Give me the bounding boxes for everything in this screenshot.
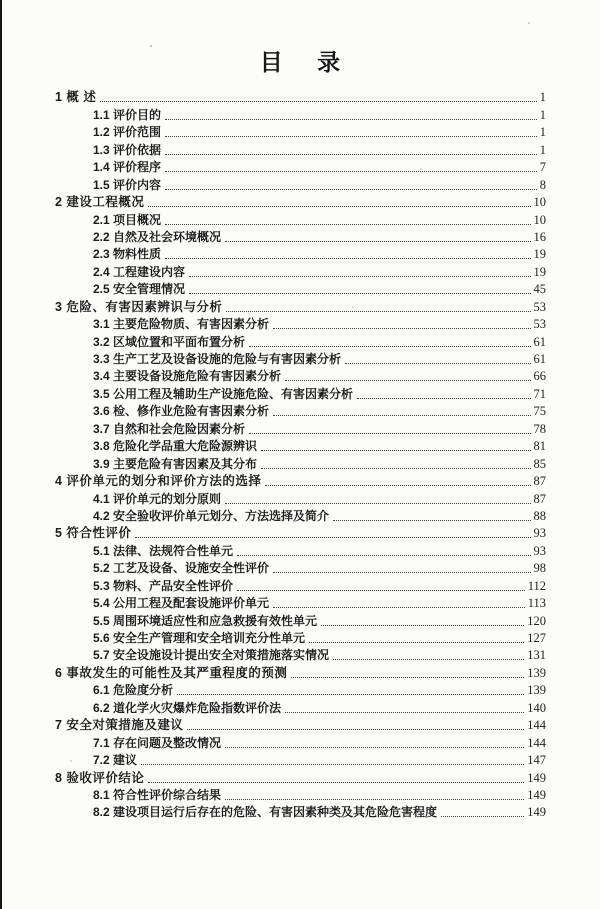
toc-entry-page-number: 61 (533, 334, 546, 349)
toc-entry-page-number: 78 (533, 421, 546, 436)
toc-entry-label: 2 建设工程概况 (55, 195, 145, 210)
dotted-leader (249, 433, 530, 434)
toc-entry (55, 786, 546, 803)
toc-entry-label: 1 概 述 (55, 90, 97, 105)
toc-entry-page-number: 85 (533, 456, 546, 471)
dotted-leader (441, 816, 524, 817)
toc-entry-label: 2.4 工程建设内容 (93, 264, 186, 279)
dotted-leader (225, 747, 524, 748)
toc-entry-label: 6.1 危险度分析 (93, 683, 174, 698)
toc-entry (55, 611, 546, 628)
dotted-leader (285, 712, 524, 713)
toc-list (55, 88, 546, 820)
toc-entry-page-number: 131 (527, 648, 546, 663)
toc-entry (55, 698, 546, 715)
toc-entry (55, 262, 546, 279)
toc-entry-label: 4 评价单元的划分和评价方法的选择 (55, 474, 262, 489)
toc-entry-page-number: 98 (533, 561, 546, 576)
toc-entry-label: 3.4 主要设备设施危险有害因素分析 (93, 369, 282, 384)
dotted-leader (189, 276, 530, 277)
toc-entry-label: 5.1 法律、法规符合性单元 (93, 543, 234, 558)
dotted-leader (165, 171, 537, 172)
toc-entry-page-number: 53 (533, 317, 546, 332)
toc-entry-label: 2.2 自然及社会环境概况 (93, 229, 222, 244)
dotted-leader (249, 346, 530, 347)
dotted-leader (187, 729, 524, 730)
toc-entry (55, 646, 546, 663)
toc-entry-page-number: 113 (527, 596, 546, 611)
toc-entry-page-number: 149 (527, 805, 546, 820)
toc-entry-label: 5.2 工艺及设备、设施安全性评价 (93, 561, 270, 576)
toc-entry-page-number: 88 (533, 508, 546, 523)
toc-entry (55, 768, 546, 785)
dotted-leader (333, 659, 524, 660)
toc-entry-label: 6 事故发生的可能性及其严重程度的预测 (55, 665, 288, 680)
toc-entry-page-number: 19 (533, 247, 546, 262)
toc-entry-page-number: 16 (533, 229, 546, 244)
toc-entry-label: 1.5 评价内容 (93, 177, 162, 192)
dotted-leader (309, 642, 524, 643)
toc-entry-label: 5 符合性评价 (55, 526, 132, 541)
toc-entry (55, 105, 546, 122)
toc-entry-page-number: 61 (533, 352, 546, 366)
dotted-leader (345, 363, 530, 364)
dotted-leader (273, 572, 530, 573)
toc-entry-label: 2.3 物料性质 (93, 247, 162, 262)
toc-entry (55, 315, 546, 332)
toc-entry-page-number: 140 (527, 700, 546, 715)
toc-entry-label: 1.2 评价范围 (93, 125, 162, 140)
toc-entry (55, 140, 546, 157)
scan-noise-specks (0, 0, 2, 2)
toc-entry (55, 210, 546, 227)
toc-entry-label: 8.1 符合性评价综合结果 (93, 787, 222, 802)
dotted-leader (148, 206, 530, 207)
dotted-leader (165, 224, 530, 225)
dotted-leader (225, 503, 530, 504)
toc-entry (55, 472, 546, 489)
dotted-leader (261, 468, 530, 469)
dotted-leader (273, 328, 530, 329)
dotted-leader (141, 764, 524, 765)
toc-entry (55, 402, 546, 419)
toc-entry-page-number: 87 (533, 491, 546, 506)
toc-entry-label: 7 安全对策措施及建议 (55, 718, 184, 733)
toc-entry (55, 681, 546, 698)
toc-entry-label: 5.7 安全设施设计提出安全对策措施落实情况 (93, 648, 330, 663)
toc-entry (55, 280, 546, 297)
toc-entry (55, 88, 546, 105)
toc-entry (55, 576, 546, 593)
toc-entry-label: 3 危险、有害因素辨识与分析 (55, 299, 223, 314)
toc-entry-label: 5.4 公用工程及配套设施评价单元 (93, 596, 270, 611)
dotted-leader (273, 607, 525, 608)
toc-entry (55, 454, 546, 471)
toc-entry-page-number: 53 (533, 299, 546, 314)
toc-entry-label: 5.3 物料、产品安全性评价 (93, 578, 234, 593)
dotted-leader (165, 136, 537, 137)
toc-entry-label: 7.1 存在问题及整改情况 (93, 735, 222, 750)
dotted-leader (273, 415, 530, 416)
dotted-leader (237, 555, 530, 556)
toc-entry-page-number: 149 (527, 787, 546, 802)
toc-entry-page-number: 112 (527, 578, 546, 593)
toc-entry-page-number: 149 (527, 770, 546, 785)
toc-entry-label: 3.8 危险化学品重大危险源辨识 (93, 439, 258, 454)
toc-entry (55, 437, 546, 454)
dotted-leader (165, 189, 537, 190)
toc-entry (55, 733, 546, 750)
toc-entry-label: 1.3 评价依据 (93, 142, 162, 157)
toc-entry-page-number: 81 (533, 439, 546, 454)
dotted-leader (265, 485, 530, 486)
dotted-leader (165, 154, 537, 155)
toc-entry-page-number: 139 (527, 683, 546, 698)
dotted-leader (226, 311, 530, 312)
toc-entry-label: 6.2 道化学火灾爆炸危险指数评价法 (93, 700, 282, 715)
dotted-leader (189, 293, 530, 294)
toc-entry (55, 367, 546, 384)
toc-entry (55, 419, 546, 436)
toc-entry-page-number: 1 (539, 125, 546, 140)
toc-entry (55, 541, 546, 558)
dotted-leader (261, 450, 530, 451)
toc-entry-label: 5.5 周围环境适应性和应急救援有效性单元 (93, 613, 318, 628)
toc-entry (55, 297, 546, 314)
toc-entry (55, 489, 546, 506)
dotted-leader (148, 782, 524, 783)
toc-entry (55, 384, 546, 401)
dotted-leader (177, 694, 524, 695)
toc-entry (55, 123, 546, 140)
toc-entry (55, 350, 546, 367)
toc-entry (55, 332, 546, 349)
toc-entry (55, 228, 546, 245)
toc-entry-label: 3.2 区域位置和平面布置分析 (93, 334, 246, 349)
toc-entry-page-number: 45 (533, 282, 546, 297)
toc-entry-label: 2.1 项目概况 (93, 212, 162, 227)
toc-entry-page-number: 144 (527, 735, 546, 750)
toc-entry (55, 751, 546, 768)
toc-entry-label: 1.4 评价程序 (93, 160, 162, 175)
toc-entry-page-number: 75 (533, 404, 546, 419)
toc-entry (55, 594, 546, 611)
toc-entry (55, 193, 546, 210)
toc-entry-page-number: 127 (527, 631, 546, 645)
toc-entry (55, 158, 546, 175)
toc-entry-page-number: 144 (527, 718, 546, 733)
dotted-leader (291, 677, 524, 678)
toc-entry-page-number: 93 (533, 543, 546, 558)
toc-entry-label: 3.6 检、修作业危险有害因素分析 (93, 404, 270, 419)
toc-entry-label: 3.7 自然和社会危险因素分析 (93, 421, 246, 436)
toc-entry-label: 7.2 建议 (93, 753, 138, 768)
toc-entry-page-number: 8 (539, 177, 546, 192)
toc-entry-page-number: 139 (527, 665, 546, 680)
toc-entry-page-number: 10 (533, 212, 546, 227)
toc-entry (55, 716, 546, 733)
toc-entry-page-number: 66 (533, 369, 546, 384)
dotted-leader (225, 799, 524, 800)
toc-entry-page-number: 147 (527, 753, 546, 768)
toc-entry-label: 1.1 评价目的 (93, 107, 162, 122)
toc-entry (55, 507, 546, 524)
dotted-leader (165, 119, 537, 120)
toc-entry-label: 4.1 评价单元的划分原则 (93, 491, 222, 506)
toc-entry-page-number: 120 (527, 613, 546, 628)
toc-entry-page-number: 93 (533, 526, 546, 541)
toc-entry-label: 3.5 公用工程及辅助生产设施危险、有害因素分析 (93, 386, 354, 401)
dotted-leader (135, 537, 530, 538)
toc-entry-page-number: 7 (539, 160, 546, 175)
toc-entry (55, 245, 546, 262)
toc-entry (55, 175, 546, 192)
dotted-leader (165, 258, 530, 259)
toc-entry-label: 5.6 安全生产管理和安全培训充分性单元 (93, 631, 306, 645)
toc-entry-page-number: 87 (533, 474, 546, 489)
toc-entry-label: 3.9 主要危险有害因素及其分布 (93, 456, 258, 471)
toc-entry-page-number: 19 (533, 264, 546, 279)
toc-entry (55, 559, 546, 576)
toc-entry-page-number: 1 (539, 142, 546, 157)
dotted-leader (357, 398, 530, 399)
toc-entry-label: 3.3 生产工艺及设备设施的危险与有害因素分析 (93, 352, 342, 366)
toc-entry (55, 663, 546, 680)
dotted-leader (285, 380, 530, 381)
dotted-leader (100, 101, 536, 102)
toc-entry-page-number: 1 (539, 107, 546, 122)
toc-entry-label: 2.5 安全管理情况 (93, 282, 186, 297)
toc-entry-label: 8 验收评价结论 (55, 770, 145, 785)
toc-entry-page-number: 10 (533, 195, 546, 210)
dotted-leader (237, 590, 525, 591)
dotted-leader (225, 241, 530, 242)
page-title: 目 录 (259, 49, 355, 75)
toc-entry (55, 629, 546, 646)
toc-entry-label: 3.1 主要危险物质、有害因素分析 (93, 317, 270, 332)
scan-edge-artifact (0, 0, 2, 909)
dotted-leader (333, 520, 530, 521)
toc-entry (55, 524, 546, 541)
toc-entry-page-number: 1 (539, 90, 546, 105)
toc-entry-page-number: 71 (533, 386, 546, 401)
toc-entry (55, 803, 546, 820)
toc-entry-label: 8.2 建设项目运行后存在的危险、有害因素种类及其危险危害程度 (93, 805, 438, 820)
dotted-leader (321, 625, 524, 626)
toc-entry-label: 4.2 安全验收评价单元划分、方法选择及简介 (93, 508, 330, 523)
